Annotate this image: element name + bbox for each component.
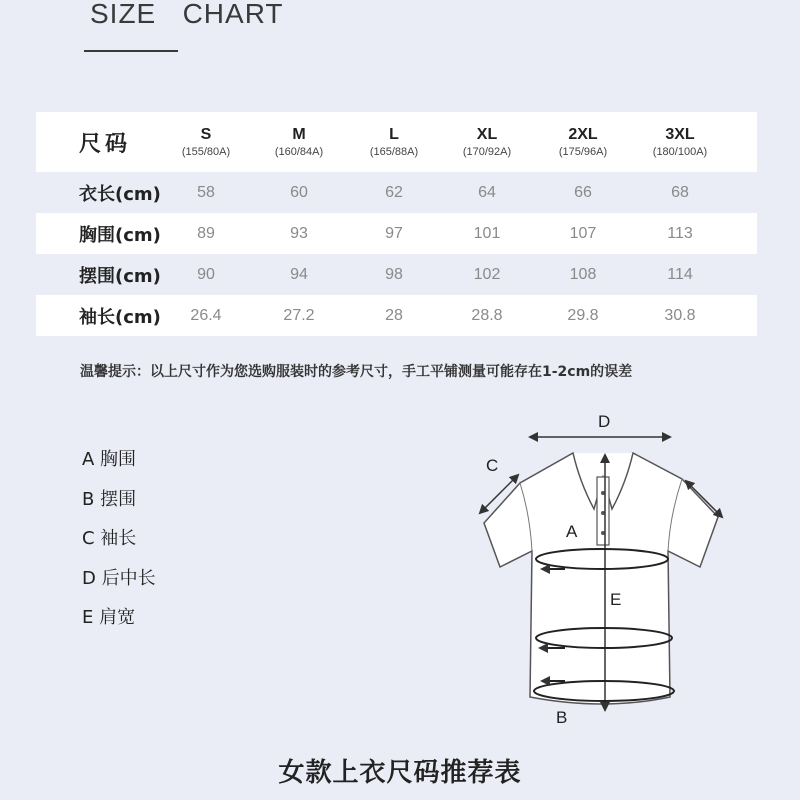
diagram-label-a: A xyxy=(566,522,578,541)
size-chart-title: SIZE CHART xyxy=(90,0,284,29)
size-spec: (160/84A) xyxy=(274,146,324,158)
table-cell: 26.4 xyxy=(190,306,222,324)
size-name: 2XL xyxy=(568,126,598,143)
size-table xyxy=(36,112,757,336)
diagram-label-c: C xyxy=(486,456,499,475)
table-row-chest xyxy=(36,213,757,254)
table-cell: 102 xyxy=(473,265,501,283)
table-cell: 66 xyxy=(574,183,592,201)
row-label: 袖长(cm) xyxy=(79,306,161,328)
table-cell: 114 xyxy=(667,265,693,283)
table-cell: 101 xyxy=(473,224,501,242)
size-header-l xyxy=(354,112,434,172)
size-spec: (175/96A) xyxy=(558,146,608,158)
size-name: L xyxy=(389,126,399,143)
size-spec: (180/100A) xyxy=(652,146,708,158)
size-header-m xyxy=(259,112,339,172)
legend-item-b: B 摆围 xyxy=(82,488,137,510)
table-row-hem xyxy=(36,254,757,295)
diagram-label-e: E xyxy=(610,590,622,609)
legend-item-e: E 肩宽 xyxy=(82,607,136,628)
size-spec: (165/88A) xyxy=(369,146,419,158)
size-header-3xl xyxy=(640,112,720,172)
table-row-length xyxy=(36,172,757,213)
table-cell: 113 xyxy=(667,224,693,242)
table-cell: 93 xyxy=(290,224,308,242)
row-label: 摆围(cm) xyxy=(79,265,161,287)
table-cell: 94 xyxy=(290,265,308,283)
size-header-xl xyxy=(447,112,527,172)
size-spec: (155/80A) xyxy=(181,146,231,158)
legend-item-c: C 袖长 xyxy=(82,528,137,549)
size-name: XL xyxy=(476,126,498,143)
table-cell: 30.8 xyxy=(664,306,696,324)
table-cell: 58 xyxy=(197,183,215,201)
legend-item-a: A 胸围 xyxy=(82,449,137,470)
table-cell: 90 xyxy=(197,265,215,283)
size-header-s xyxy=(166,112,246,172)
table-cell: 107 xyxy=(569,224,597,242)
size-code-label: 尺码 xyxy=(79,131,132,157)
title-underline xyxy=(84,50,178,52)
table-cell: 27.2 xyxy=(283,306,315,324)
diagram-label-b: B xyxy=(556,708,568,727)
table-cell: 98 xyxy=(385,265,403,283)
row-label: 胸围(cm) xyxy=(79,224,161,246)
size-name: 3XL xyxy=(665,126,695,143)
table-cell: 28 xyxy=(385,306,403,324)
table-row-sleeve xyxy=(36,295,757,336)
table-cell: 97 xyxy=(385,224,403,242)
table-header-row xyxy=(36,112,757,172)
size-name: M xyxy=(292,126,306,143)
diagram-label-d: D xyxy=(598,412,611,431)
bottom-title: 女款上衣尺码推荐表 xyxy=(278,758,522,788)
table-cell: 89 xyxy=(197,224,215,242)
table-cell: 64 xyxy=(478,183,496,201)
size-name: S xyxy=(200,126,212,143)
measurement-legend xyxy=(82,447,156,645)
size-header-2xl xyxy=(543,112,623,172)
shirt-measurement-diagram xyxy=(470,405,730,735)
measurement-note: 温馨提示：以上尺寸作为您选购服装时的参考尺寸，手工平铺测量可能存在1-2cm的误差 xyxy=(80,364,633,380)
table-cell: 60 xyxy=(290,183,308,201)
legend-item-d: D 后中长 xyxy=(82,567,156,589)
table-cell: 28.8 xyxy=(471,306,503,324)
table-cell: 108 xyxy=(569,265,597,283)
row-label: 衣长(cm) xyxy=(79,183,161,205)
size-spec: (170/92A) xyxy=(462,146,512,158)
table-cell: 29.8 xyxy=(567,306,599,324)
table-cell: 68 xyxy=(671,183,689,201)
table-cell: 62 xyxy=(385,183,403,201)
